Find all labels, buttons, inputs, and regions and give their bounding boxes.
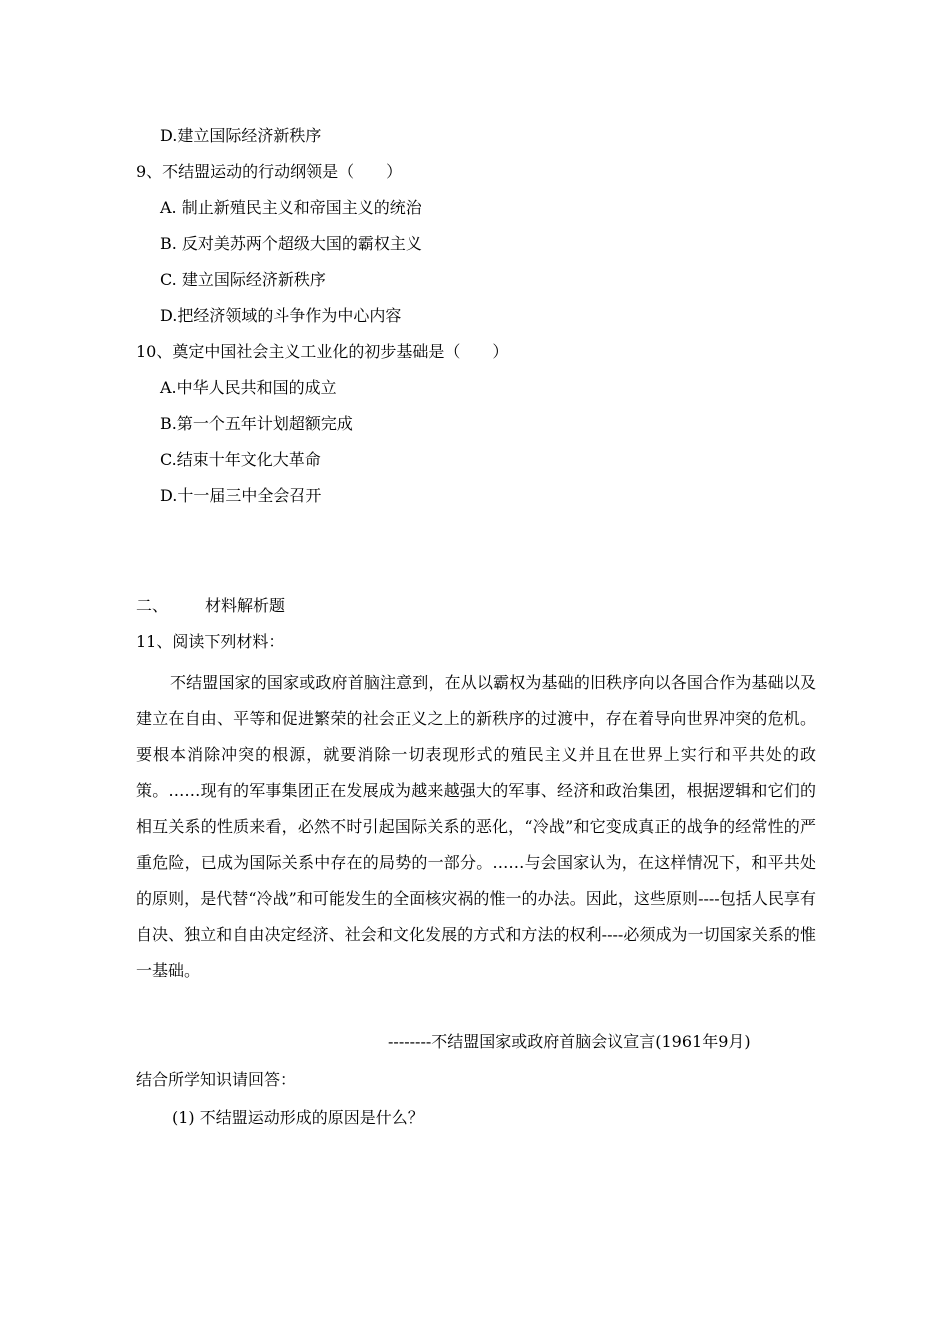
q10-option-b: B.第一个五年计划超额完成 <box>160 414 353 433</box>
section-2-number: 二、 <box>136 596 169 615</box>
q9-option-d: D.把经济领域的斗争作为中心内容 <box>160 306 402 325</box>
q11-answer-prompt: 结合所学知识请回答： <box>136 1070 297 1089</box>
q11-stem: 11、阅读下列材料： <box>136 632 285 651</box>
q9-option-a: A. 制止新殖民主义和帝国主义的统治 <box>160 198 422 217</box>
q11-material-paragraph: 不结盟国家的国家或政府首脑注意到，在从以霸权为基础的旧秩序向以各国合作为基础以及建立在自由、平等和促进繁荣的社会正义之上的新秩序的过渡中，存在着导向世界冲突的危机。要根本消除冲突的根源，就要消除一切表现形式的殖民主义并且在世界上实行和平共处的政策。……现有的军事集团正在发展成为越来越强大的军事、经济和政治集团，根据逻辑和它们的相互关系的性质来看，必然不时引起国际关系的恶化，“冷战”和它变成真正的战争的经常性的严重危险，已成为国际关系中存在的局势的一部分。……与会国家认为，在这样情况下，和平共处的原则，是代替“冷战”和可能发生的全面核灾祸的惟一的办法。因此，这些原则----包括人民享有自决、独立和自由决定经济、社会和文化发展的方式和方法的权利----必须成为一切国家关系的惟一基础。 <box>136 673 816 980</box>
q9-stem: 9、不结盟运动的行动纲领是（ ） <box>136 162 403 181</box>
q10-stem: 10、奠定中国社会主义工业化的初步基础是（ ） <box>136 342 509 361</box>
q10-option-a: A.中华人民共和国的成立 <box>160 378 337 397</box>
q9-option-c: C. 建立国际经济新秩序 <box>160 270 326 289</box>
q9-option-b: B. 反对美苏两个超级大国的霸权主义 <box>160 234 422 253</box>
q8-option-d: D.建立国际经济新秩序 <box>160 126 322 145</box>
q10-option-d: D.十一届三中全会召开 <box>160 486 322 505</box>
q11-material-source: --------不结盟国家或政府首脑会议宣言(1961年9月) <box>388 1032 751 1051</box>
q10-option-c: C.结束十年文化大革命 <box>160 450 321 469</box>
q11-subquestion-1: (1) 不结盟运动形成的原因是什么？ <box>172 1108 424 1127</box>
section-2-title: 材料解析题 <box>205 596 286 615</box>
